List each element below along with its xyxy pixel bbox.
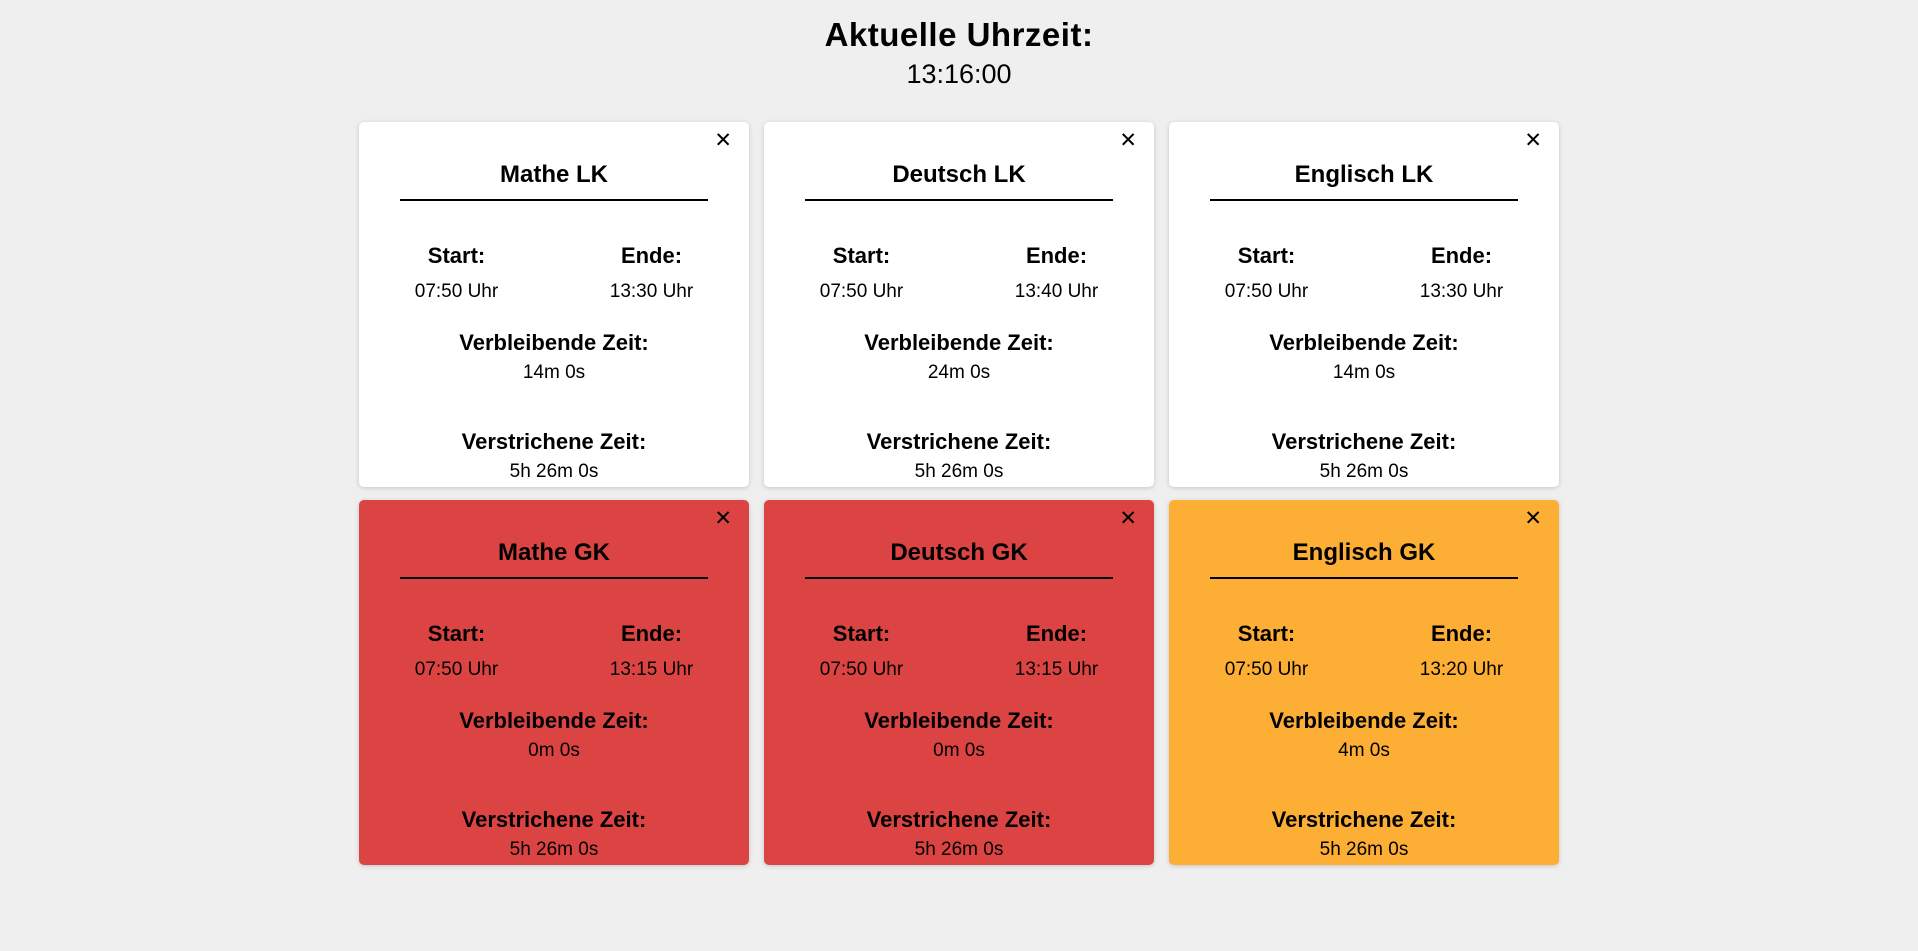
exam-card (359, 122, 749, 487)
start-value: 07:50 Uhr (414, 280, 499, 302)
times-row (1169, 243, 1559, 303)
page-header (0, 16, 1918, 90)
start-column (359, 243, 554, 303)
end-column (1364, 621, 1559, 681)
times-row (764, 621, 1154, 681)
elapsed-value: 5h 26m 0s (509, 460, 599, 482)
remaining-value: 0m 0s (933, 739, 985, 761)
elapsed-label: Verstrichene Zeit: (461, 806, 647, 832)
elapsed-label: Verstrichene Zeit: (1271, 806, 1457, 832)
end-column (554, 621, 749, 681)
elapsed-value: 5h 26m 0s (1319, 838, 1409, 860)
title-divider (400, 199, 708, 201)
close-button[interactable]: ✕ (1524, 506, 1542, 530)
end-value: 13:20 Uhr (1419, 658, 1504, 680)
exam-card (1169, 500, 1559, 865)
end-column (959, 243, 1154, 303)
times-row (1169, 621, 1559, 681)
remaining-value: 24m 0s (927, 361, 991, 383)
page-title: Aktuelle Uhrzeit: (824, 16, 1094, 53)
close-button[interactable]: ✕ (1524, 128, 1542, 152)
title-divider (805, 577, 1113, 579)
start-column (1169, 621, 1364, 681)
remaining-label: Verbleibende Zeit: (1269, 707, 1459, 733)
elapsed-label: Verstrichene Zeit: (866, 806, 1052, 832)
start-value: 07:50 Uhr (819, 658, 904, 680)
end-value: 13:15 Uhr (609, 658, 694, 680)
exam-card (359, 500, 749, 865)
remaining-value: 4m 0s (1338, 739, 1390, 761)
remaining-label: Verbleibende Zeit: (864, 329, 1054, 355)
close-button[interactable]: ✕ (714, 506, 732, 530)
close-button[interactable]: ✕ (714, 128, 732, 152)
end-label: Ende: (1025, 620, 1088, 646)
start-value: 07:50 Uhr (819, 280, 904, 302)
end-label: Ende: (1430, 620, 1493, 646)
end-label: Ende: (620, 242, 683, 268)
end-column (554, 243, 749, 303)
elapsed-label: Verstrichene Zeit: (866, 428, 1052, 454)
exam-title: Deutsch LK (892, 160, 1026, 188)
end-value: 13:15 Uhr (1014, 658, 1099, 680)
elapsed-label: Verstrichene Zeit: (461, 428, 647, 454)
remaining-label: Verbleibende Zeit: (1269, 329, 1459, 355)
start-value: 07:50 Uhr (1224, 280, 1309, 302)
times-row (359, 243, 749, 303)
start-label: Start: (1237, 620, 1296, 646)
remaining-value: 14m 0s (522, 361, 586, 383)
start-label: Start: (832, 242, 891, 268)
exam-card (1169, 122, 1559, 487)
end-column (1364, 243, 1559, 303)
remaining-label: Verbleibende Zeit: (459, 707, 649, 733)
remaining-label: Verbleibende Zeit: (864, 707, 1054, 733)
end-label: Ende: (620, 620, 683, 646)
start-label: Start: (427, 242, 486, 268)
start-column (764, 621, 959, 681)
elapsed-value: 5h 26m 0s (509, 838, 599, 860)
start-label: Start: (427, 620, 486, 646)
current-time: 13:16:00 (906, 58, 1012, 89)
exam-title: Englisch GK (1292, 538, 1436, 566)
start-column (359, 621, 554, 681)
exam-cards-grid (359, 122, 1559, 865)
exam-title: Englisch LK (1294, 160, 1434, 188)
times-row (359, 621, 749, 681)
exam-card (764, 500, 1154, 865)
exam-card (764, 122, 1154, 487)
close-button[interactable]: ✕ (1119, 128, 1137, 152)
start-column (1169, 243, 1364, 303)
start-column (764, 243, 959, 303)
start-label: Start: (1237, 242, 1296, 268)
title-divider (400, 577, 708, 579)
exam-title: Mathe LK (500, 160, 608, 188)
end-value: 13:30 Uhr (609, 280, 694, 302)
start-value: 07:50 Uhr (414, 658, 499, 680)
elapsed-label: Verstrichene Zeit: (1271, 428, 1457, 454)
remaining-label: Verbleibende Zeit: (459, 329, 649, 355)
start-label: Start: (832, 620, 891, 646)
elapsed-value: 5h 26m 0s (1319, 460, 1409, 482)
title-divider (805, 199, 1113, 201)
end-value: 13:30 Uhr (1419, 280, 1504, 302)
exam-title: Deutsch GK (890, 538, 1028, 566)
elapsed-value: 5h 26m 0s (914, 838, 1004, 860)
end-label: Ende: (1025, 242, 1088, 268)
end-column (959, 621, 1154, 681)
end-value: 13:40 Uhr (1014, 280, 1099, 302)
remaining-value: 0m 0s (528, 739, 580, 761)
start-value: 07:50 Uhr (1224, 658, 1309, 680)
title-divider (1210, 199, 1518, 201)
end-label: Ende: (1430, 242, 1493, 268)
elapsed-value: 5h 26m 0s (914, 460, 1004, 482)
remaining-value: 14m 0s (1332, 361, 1396, 383)
close-button[interactable]: ✕ (1119, 506, 1137, 530)
title-divider (1210, 577, 1518, 579)
times-row (764, 243, 1154, 303)
exam-title: Mathe GK (497, 538, 610, 566)
